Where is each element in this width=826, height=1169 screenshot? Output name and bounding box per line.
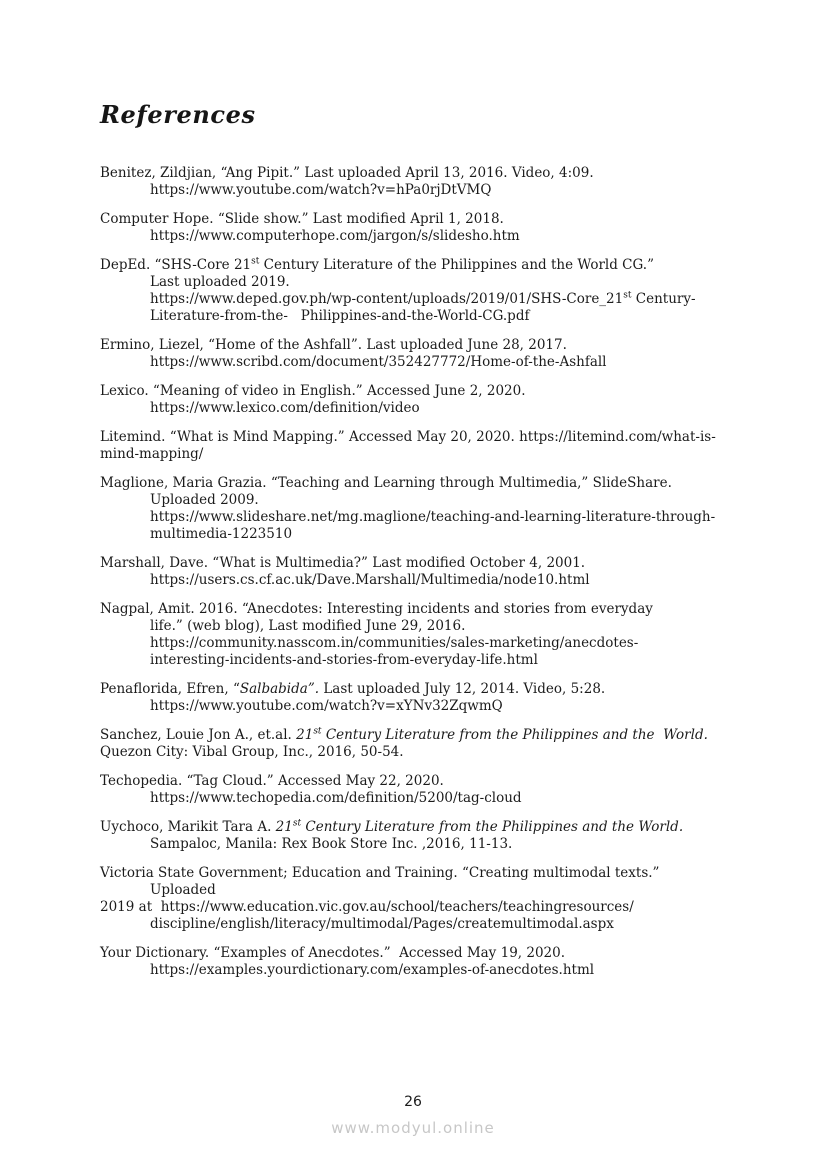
reference-text-segment: Sanchez, Louie Jon A., et.al. [100,727,297,743]
reference-text-segment: Computer Hope. “Slide show.” Last modified April 1, 2018. [100,211,504,227]
reference-line [100,555,780,572]
reference-entry [100,819,780,853]
reference-text-segment: https://www.youtube.com/watch?v=hPa0rjDtVMQ [150,182,492,198]
reference-entry [100,945,780,979]
references-list [100,165,780,991]
reference-line [100,291,780,308]
reference-line [100,228,780,245]
reference-text-segment: Benitez, Zildjian, “Ang Pipit.” Last uploaded April 13, 2016. Video, 4:09. [100,165,594,181]
reference-line [100,354,780,371]
reference-line [100,635,780,652]
reference-line [100,727,780,744]
reference-line [100,790,780,807]
watermark: www.modyul.online [331,1119,495,1137]
reference-line [100,308,780,325]
reference-line [100,211,780,228]
reference-text-segment: Century Literature from the Philippines and the World. [321,727,708,743]
reference-text-segment: Techopedia. “Tag Cloud.” Accessed May 22, 2020. [100,773,444,789]
reference-line [100,899,780,916]
reference-text-segment: Maglione, Maria Grazia. “Teaching and Learning through Multimedia,” SlideShare. [100,475,672,491]
reference-text-segment: https://www.youtube.com/watch?v=xYNv32ZqwmQ [150,698,503,714]
reference-text-segment: Uploaded [150,882,216,898]
reference-text-segment: https://users.cs.cf.ac.uk/Dave.Marshall/Multimedia/node10.html [150,572,590,588]
reference-entry [100,337,780,371]
reference-text-segment: Nagpal, Amit. 2016. “Anecdotes: Interesting incidents and stories from everyday [100,601,653,617]
reference-text-segment: st [623,290,632,301]
reference-line [100,945,780,962]
reference-line [100,916,780,933]
reference-text-segment: Century Literature of the Philippines and the World CG.” [259,257,654,273]
reference-line [100,383,780,400]
reference-line [100,509,780,526]
reference-line [100,865,780,882]
reference-text-segment: Litemind. “What is Mind Mapping.” Accessed May 20, 2020. https://litemind.com/what-is- [100,429,716,445]
reference-text-segment: https://www.computerhope.com/jargon/s/slidesho.htm [150,228,520,244]
reference-text-segment: Last uploaded 2019. [150,274,290,290]
reference-text-segment: 2019 at https://www.education.vic.gov.au/school/teachers/teachingresources/ [100,899,634,915]
reference-text-segment: DepEd. “SHS-Core 21 [100,257,252,273]
page-number: 26 [404,1094,422,1110]
reference-text-segment: https://www.techopedia.com/definition/5200/tag-cloud [150,790,522,806]
reference-line [100,492,780,509]
reference-text-segment: https://www.lexico.com/definition/video [150,400,420,416]
reference-text-segment: st [292,818,302,829]
reference-line [100,337,780,354]
reference-line [100,429,780,446]
reference-text-segment: Marshall, Dave. “What is Multimedia?” Last modified October 4, 2001. [100,555,586,571]
reference-line [100,165,780,182]
reference-entry [100,383,780,417]
reference-line [100,962,780,979]
reference-line [100,618,780,635]
reference-line [100,773,780,790]
reference-text-segment: Quezon City: Vibal Group, Inc., 2016, 50-54. [100,744,404,760]
reference-text-segment: Penaflorida, Efren, “ [100,681,240,697]
reference-text-segment: st [313,726,322,737]
reference-text-segment: 21 [296,727,314,743]
reference-line [100,601,780,618]
reference-text-segment: https://community.nasscom.in/communities/sales-marketing/anecdotes- [150,635,639,651]
reference-text-segment: life.” (web blog), Last modified June 29, 2016. [150,618,466,634]
reference-line [100,681,780,698]
reference-text-segment: https://www.slideshare.net/mg.maglione/teaching-and-learning-literature-through- [150,509,716,525]
reference-entry [100,865,780,933]
reference-entry [100,211,780,245]
reference-text-segment: st [251,256,260,267]
reference-text-segment: Salbabida [239,681,308,697]
reference-text-segment: Ermino, Liezel, “Home of the Ashfall”. Last uploaded June 28, 2017. [100,337,567,353]
reference-line [100,698,780,715]
reference-line [100,400,780,417]
reference-text-segment: Uploaded 2009. [150,492,259,508]
reference-entry [100,429,780,463]
reference-text-segment: https://www.scribd.com/document/352427772/Home-of-the-Ashfall [150,354,607,370]
reference-entry [100,257,780,325]
reference-text-segment: multimedia-1223510 [150,526,293,542]
reference-line [100,274,780,291]
reference-line [100,182,780,199]
reference-line [100,446,780,463]
reference-line [100,744,780,761]
reference-text-segment: https://examples.yourdictionary.com/examples-of-anecdotes.html [150,962,595,978]
reference-line [100,475,780,492]
reference-text-segment: Last uploaded July 12, 2014. Video, 5:28. [319,681,606,697]
reference-text-segment: https://www.deped.gov.ph/wp-content/uploads/2019/01/SHS-Core_21 [150,291,624,307]
reference-line [100,819,780,836]
reference-text-segment: Uychoco, Marikit Tara A. [100,819,276,835]
reference-text-segment: mind-mapping/ [100,446,204,462]
reference-text-segment: Sampaloc, Manila: Rex Book Store Inc. ,2016, 11-13. [150,836,513,852]
reference-line [100,257,780,274]
page-title: References [100,100,256,129]
reference-text-segment: 21 [275,819,293,835]
reference-text-segment: Century Literature from the Philippines and the World. [301,819,684,835]
reference-entry [100,555,780,589]
reference-text-segment: Literature-from-the- Philippines-and-the-World-CG.pdf [150,308,530,324]
reference-line [100,572,780,589]
reference-text-segment: ”. [307,681,320,697]
reference-text-segment: Your Dictionary. “Examples of Anecdotes.” Accessed May 19, 2020. [100,945,566,961]
reference-line [100,526,780,543]
reference-text-segment: discipline/english/literacy/multimodal/Pages/createmultimodal.aspx [150,916,614,932]
reference-text-segment: Lexico. “Meaning of video in English.” Accessed June 2, 2020. [100,383,526,399]
reference-line [100,652,780,669]
reference-text-segment: interesting-incidents-and-stories-from-everyday-life.html [150,652,538,668]
reference-text-segment: Century- [631,291,696,307]
reference-entry [100,773,780,807]
reference-entry [100,475,780,543]
reference-entry [100,727,780,761]
reference-line [100,836,780,853]
reference-entry [100,165,780,199]
reference-text-segment: Victoria State Government; Education and Training. “Creating multimodal texts.” [100,865,660,881]
reference-entry [100,681,780,715]
reference-entry [100,601,780,669]
reference-line [100,882,780,899]
